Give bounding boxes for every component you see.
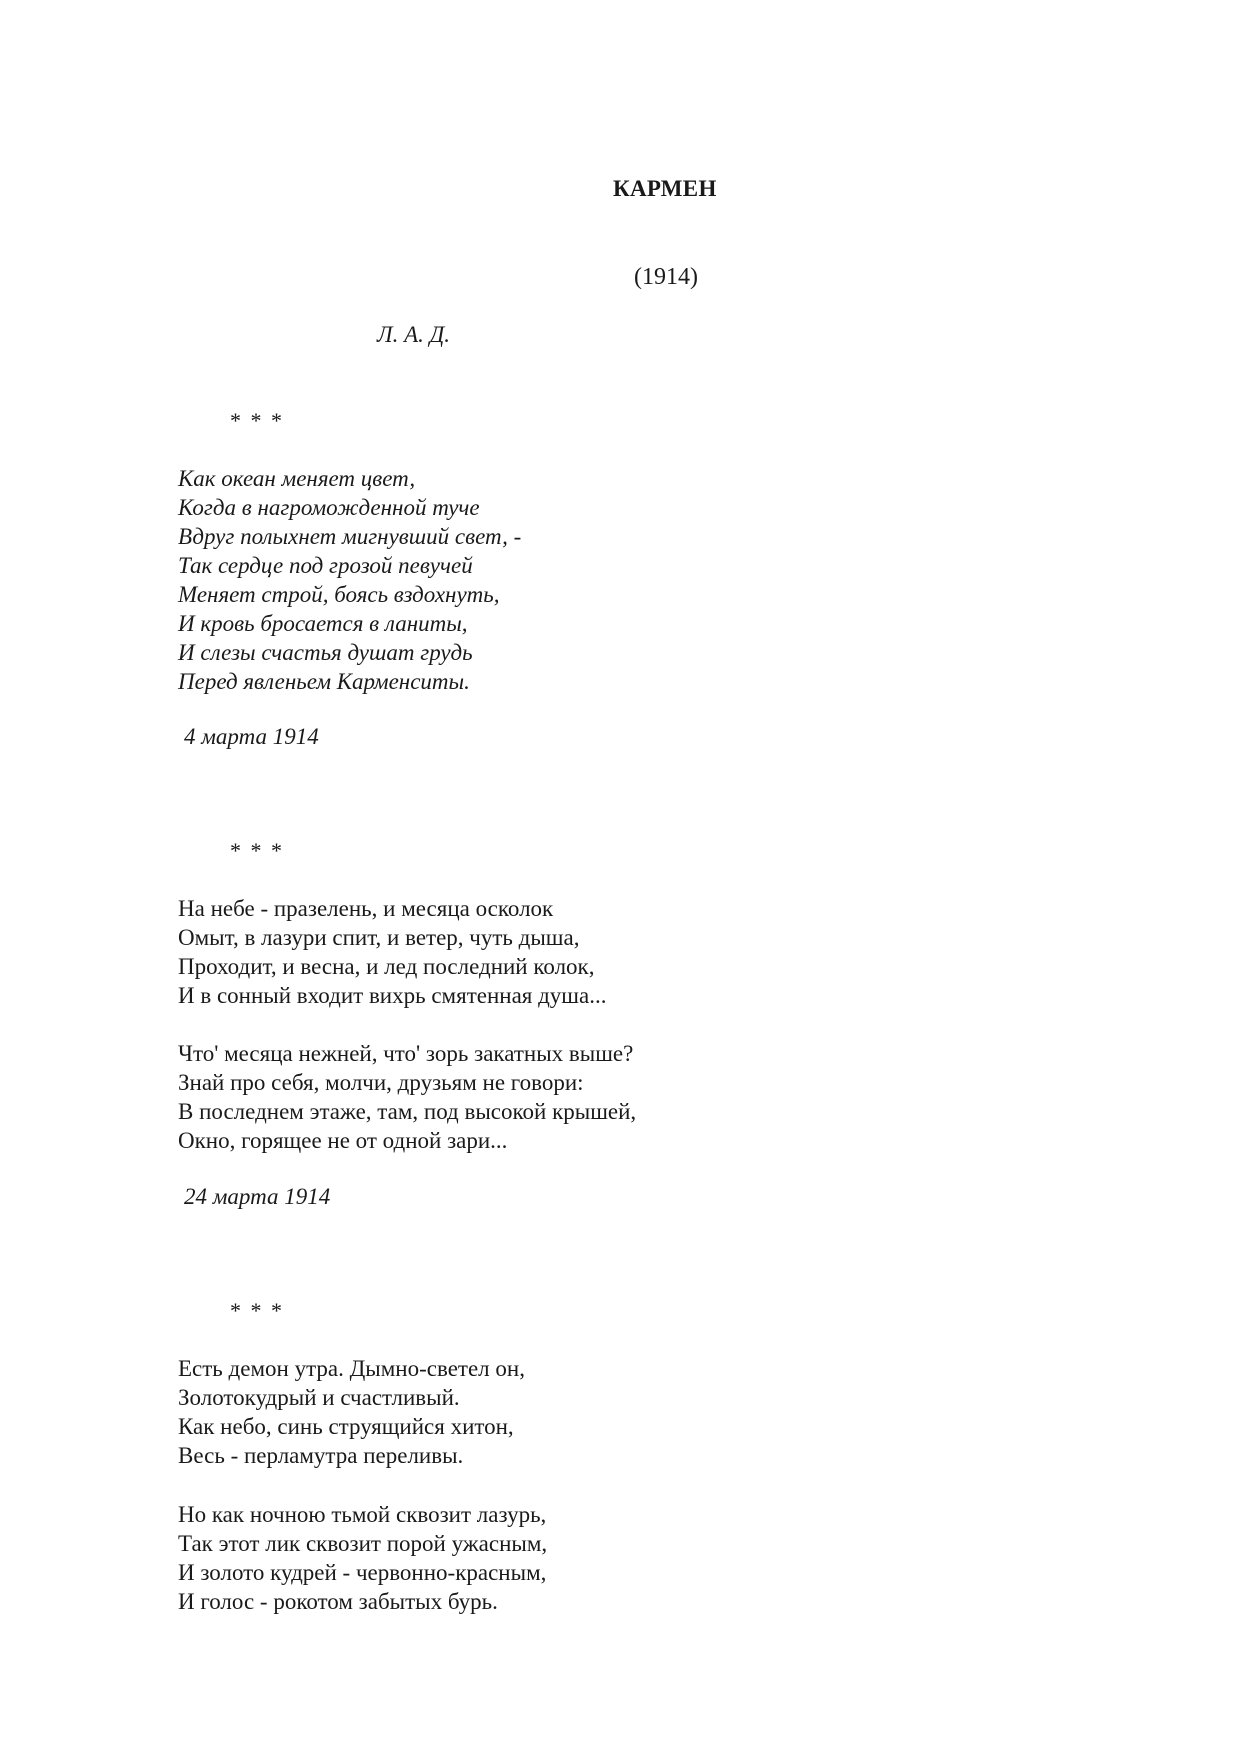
poem-line: Так этот лик сквозит порой ужасным, <box>178 1531 548 1556</box>
poem-line: Окно, горящее не от одной зари... <box>178 1128 508 1153</box>
poem-3-stanza-1 <box>178 1354 525 1470</box>
poem-line: Но как ночною тьмой сквозит лазурь, <box>178 1502 547 1527</box>
poem-1-date: 4 марта 1914 <box>184 724 319 749</box>
poem-2-stanza-1 <box>178 894 606 1010</box>
poem-line: Как небо, синь струящийся хитон, <box>178 1414 514 1439</box>
poem-line: Знай про себя, молчи, друзьям не говори: <box>178 1070 584 1095</box>
poem-line: Перед явленьем Карменситы. <box>178 669 470 694</box>
poem-line: В последнем этаже, там, под высокой крышей, <box>178 1099 637 1124</box>
poem-line: Омыт, в лазури спит, и ветер, чуть дыша, <box>178 925 580 950</box>
poem-2-date: 24 марта 1914 <box>184 1184 331 1209</box>
poem-line: Что' месяца нежней, что' зорь закатных выше? <box>178 1041 634 1066</box>
poem-line: Так сердце под грозой певучей <box>178 553 473 578</box>
poem-3-stanza-2 <box>178 1500 547 1616</box>
dedication: Л. А. Д. <box>377 322 451 347</box>
poem-line: И кровь бросается в ланиты, <box>178 611 468 636</box>
poem-line: Меняет строй, боясь вздохнуть, <box>178 582 500 607</box>
poem-line: На небе - празелень, и месяца осколок <box>178 896 554 921</box>
poem-2-separator: * * * <box>230 838 284 863</box>
poem-line: И золото кудрей - червонно-красным, <box>178 1560 547 1585</box>
poem-1-separator: * * * <box>230 408 284 433</box>
poem-line: Золотокудрый и счастливый. <box>178 1385 460 1410</box>
poem-line: Когда в нагроможденной туче <box>178 495 480 520</box>
poem-line: Вдруг полыхнет мигнувший свет, - <box>178 524 522 549</box>
poem-line: Весь - перламутра переливы. <box>178 1443 464 1468</box>
poem-3-separator: * * * <box>230 1298 284 1323</box>
poem-2-stanza-2 <box>178 1039 636 1155</box>
document-title: КАРМЕН <box>613 176 717 201</box>
poem-line: Как океан меняет цвет, <box>178 466 416 491</box>
document-year: (1914) <box>634 264 698 290</box>
poem-line: И голос - рокотом забытых бурь. <box>178 1589 498 1614</box>
poem-line: Проходит, и весна, и лед последний колок, <box>178 954 595 979</box>
poem-1-stanza-1 <box>178 464 521 696</box>
poem-line: И слезы счастья душат грудь <box>178 640 473 665</box>
poem-line: Есть демон утра. Дымно-светел он, <box>178 1356 525 1381</box>
poem-line: И в сонный входит вихрь смятенная душа... <box>178 983 607 1008</box>
